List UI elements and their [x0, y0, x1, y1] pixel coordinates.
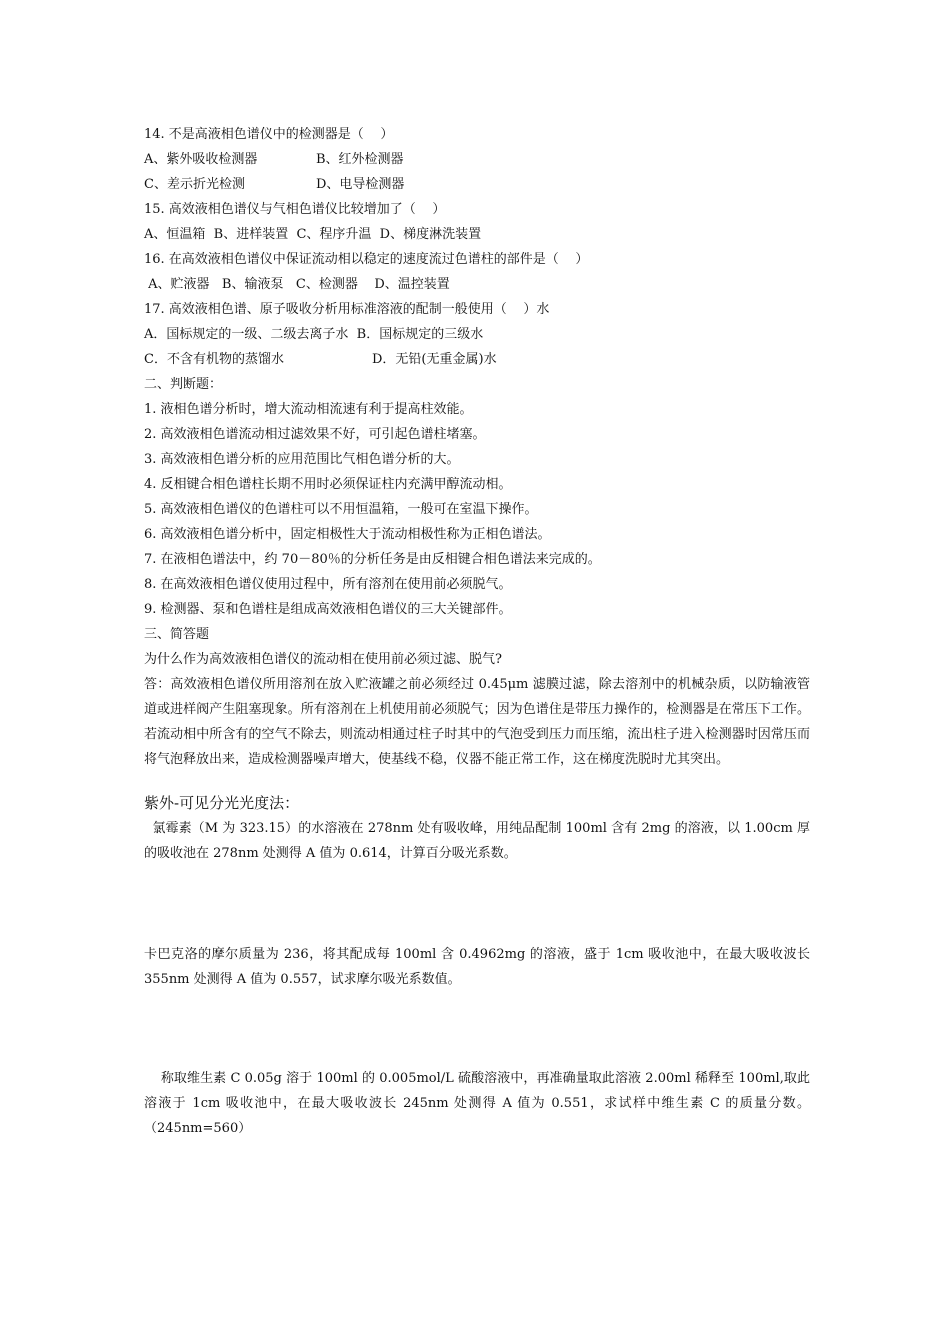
q14-options-cd [144, 172, 810, 197]
uv-problem-2: 卡巴克洛的摩尔质量为 236，将其配成每 100ml 含 0.4962mg 的溶液，盛于 1cm 吸收池中，在最大吸收波长 355nm 处测得 A 值为 0.557，试求摩尔吸光系数值。 [144, 947, 810, 987]
judge-item: 6. 高效液相色谱分析中，固定相极性大于流动相极性称为正相色谱法。 [144, 527, 551, 542]
q15-options: A、恒温箱 B、进样装置 C、程序升温 D、梯度淋洗装置 [144, 227, 482, 242]
q17-option-d: D．无铅(无重金属)水 [372, 352, 497, 367]
section3-title: 三、简答题 [144, 627, 210, 642]
uv-section-title: 紫外-可见分光光度法： [144, 794, 300, 812]
q14-options-ab [144, 147, 810, 172]
judge-item: 3. 高效液相色谱分析的应用范围比气相色谱分析的大。 [144, 452, 460, 467]
question-14: 14. 不是高液相色谱仪中的检测器是（ ） [144, 127, 394, 142]
judge-item: 8. 在高效液相色谱仪使用过程中，所有溶剂在使用前必须脱气。 [144, 577, 512, 592]
q14-option-a: A、紫外吸收检测器 [144, 152, 258, 167]
judge-item: 9. 检测器、泵和色谱柱是组成高效液相色谱仪的三大关键部件。 [144, 602, 512, 617]
q17-options-cd [144, 347, 810, 372]
section2-title: 二、判断题： [144, 377, 223, 392]
judge-item: 4. 反相键合相色谱柱长期不用时必须保证柱内充满甲醇流动相。 [144, 477, 512, 492]
q14-option-d: D、电导检测器 [316, 177, 405, 192]
question-15: 15. 高效液相色谱仪与气相色谱仪比较增加了（ ） [144, 202, 446, 217]
judge-item: 7. 在液相色谱法中，约 70－80％的分析任务是由反相键合相色谱法来完成的。 [144, 552, 601, 567]
q14-option-b: B、红外检测器 [316, 152, 404, 167]
q17-option-c: C．不含有机物的蒸馏水 [144, 352, 284, 367]
short-answer-question: 为什么作为高效液相色谱仪的流动相在使用前必须过滤、脱气? [144, 652, 502, 667]
uv-problem-3: 称取维生素 C 0.05g 溶于 100ml 的 0.005mol/L 硫酸溶液中，再准确量取此溶液 2.00ml 稀释至 100ml,取此溶液于 1cm 吸收池中，在最大吸收波长 245nm 处测得 A 值为 0.551，求试样中维生素 C 的质量分数。（245nm=560） [144, 1071, 810, 1136]
q16-options: A、贮液器 B、输液泵 C、检测器 D、温控装置 [144, 277, 450, 292]
document-page [144, 122, 810, 1141]
judge-item: 2. 高效液相色谱流动相过滤效果不好，可引起色谱柱堵塞。 [144, 427, 486, 442]
q14-option-c: C、差示折光检测 [144, 177, 245, 192]
q17-options-ab: A．国标规定的一级、二级去离子水 B．国标规定的三级水 [144, 327, 484, 342]
uv-problem-1: 氯霉素（M 为 323.15）的水溶液在 278nm 处有吸收峰，用纯品配制 100ml 含有 2mg 的溶液，以 1.00cm 厚的吸收池在 278nm 处测得 A 值为 0.614，计算百分吸光系数。 [144, 821, 811, 861]
question-16: 16. 在高效液相色谱仪中保证流动相以稳定的速度流过色谱柱的部件是（ ） [144, 252, 589, 267]
short-answer-body: 答：高效液相色谱仪所用溶剂在放入贮液罐之前必须经过 0.45μm 滤膜过滤，除去溶剂中的机械杂质，以防输液管道或进样阀产生阻塞现象。所有溶剂在上机使用前必须脱气；因为色谱住是带压力操作的，检测器是在常压下工作。若流动相中所含有的空气不除去，则流动相通过柱子时其中的气泡受到压力而压缩，流出柱子进入检测器时因常压而将气泡释放出来，造成检测器噪声增大，使基线不稳，仪器不能正常工作，这在梯度洗脱时尤其突出。 [144, 677, 810, 767]
judge-item: 5. 高效液相色谱仪的色谱柱可以不用恒温箱，一般可在室温下操作。 [144, 502, 538, 517]
question-17: 17. 高效液相色谱、原子吸收分析用标准溶液的配制一般使用（ ）水 [144, 302, 550, 317]
judge-item: 1. 液相色谱分析时，增大流动相流速有利于提高柱效能。 [144, 402, 473, 417]
